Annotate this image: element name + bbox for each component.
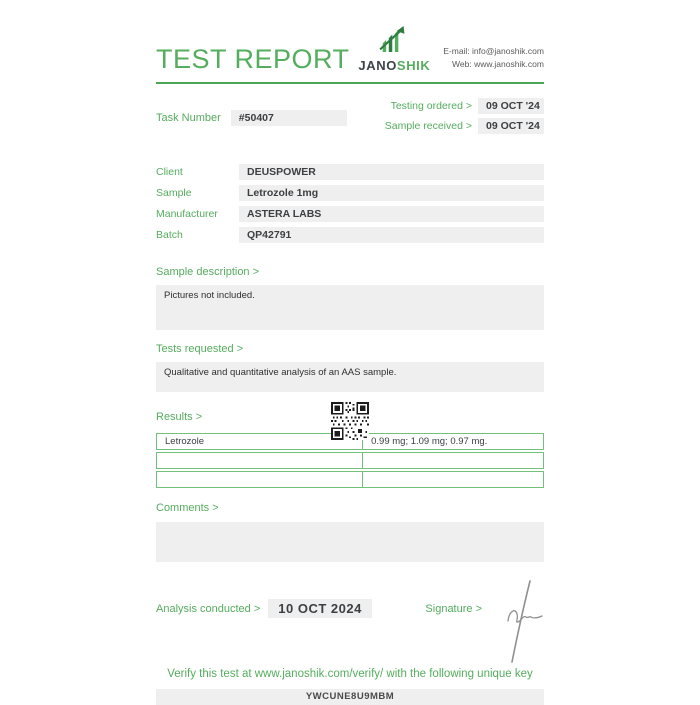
info-row-batch — [156, 227, 544, 243]
comments-box — [156, 522, 544, 562]
brand-name-green: SHIK — [396, 58, 431, 73]
tests-requested-box: Qualitative and quantitative analysis of an AAS sample. — [156, 362, 544, 392]
client-label: Client — [156, 166, 183, 178]
analysis-conducted-label: Analysis conducted > — [156, 602, 261, 615]
brand-logo — [358, 24, 430, 73]
page-title: TEST REPORT — [156, 44, 350, 74]
result-value — [363, 472, 543, 487]
signature-label: Signature > — [425, 602, 482, 615]
result-substance — [157, 472, 363, 487]
brand-name — [358, 59, 430, 73]
manufacturer-label: Manufacturer — [156, 208, 218, 220]
sample-received-label: Sample received > — [384, 120, 472, 132]
task-number-group — [156, 98, 347, 138]
sample-label: Sample — [156, 187, 192, 199]
testing-ordered-value: 09 OCT '24 — [478, 98, 544, 114]
results-heading: Results > — [156, 411, 203, 423]
task-and-dates-row — [156, 98, 544, 138]
analysis-conducted-value: 10 OCT 2024 — [268, 599, 372, 618]
result-value: 0.99 mg; 1.09 mg; 0.97 mg. — [371, 436, 488, 447]
brand-name-dark: JANO — [358, 58, 397, 73]
task-number-value: #50407 — [231, 110, 347, 126]
task-number-label: Task Number — [156, 112, 221, 124]
batch-value: QP42791 — [239, 227, 544, 243]
dates-group — [376, 98, 544, 138]
batch-label: Batch — [156, 229, 183, 241]
sample-description-box: Pictures not included. — [156, 285, 544, 330]
growth-chart-icon — [374, 24, 414, 59]
header-divider — [156, 82, 544, 84]
table-row — [156, 471, 544, 488]
contact-block — [443, 45, 544, 73]
test-report-page — [156, 0, 544, 705]
handwritten-signature — [492, 579, 564, 667]
table-row — [156, 452, 544, 469]
result-value — [363, 453, 543, 468]
testing-ordered-label: Testing ordered > — [390, 100, 472, 112]
info-row-sample — [156, 185, 544, 201]
signature-group — [425, 603, 482, 615]
contact-email: E-mail: info@janoshik.com — [443, 45, 544, 56]
client-value: DEUSPOWER — [239, 164, 544, 180]
report-header — [156, 24, 544, 73]
results-section — [156, 411, 544, 488]
result-substance: Letrozole — [157, 434, 363, 449]
sample-received-value: 09 OCT '24 — [478, 118, 544, 134]
result-substance — [157, 453, 363, 468]
verify-instruction: Verify this test at www.janoshik.com/verify/ with the following unique key — [167, 668, 533, 680]
tests-requested-heading: Tests requested > — [156, 343, 244, 355]
sample-value: Letrozole 1mg — [239, 185, 544, 201]
analysis-conducted-group — [156, 599, 372, 618]
contact-web: Web: www.janoshik.com — [452, 58, 544, 69]
sample-description-heading: Sample description > — [156, 266, 260, 278]
qr-code-icon — [331, 402, 369, 445]
sample-info-grid — [156, 164, 544, 243]
sample-received-row — [376, 118, 544, 134]
manufacturer-value: ASTERA LABS — [239, 206, 544, 222]
unique-key: YWCUNE8U9MBM — [156, 689, 544, 705]
comments-heading: Comments > — [156, 502, 219, 514]
info-row-manufacturer — [156, 206, 544, 222]
testing-ordered-row — [376, 98, 544, 114]
analysis-signature-row — [156, 599, 544, 618]
info-row-client — [156, 164, 544, 180]
